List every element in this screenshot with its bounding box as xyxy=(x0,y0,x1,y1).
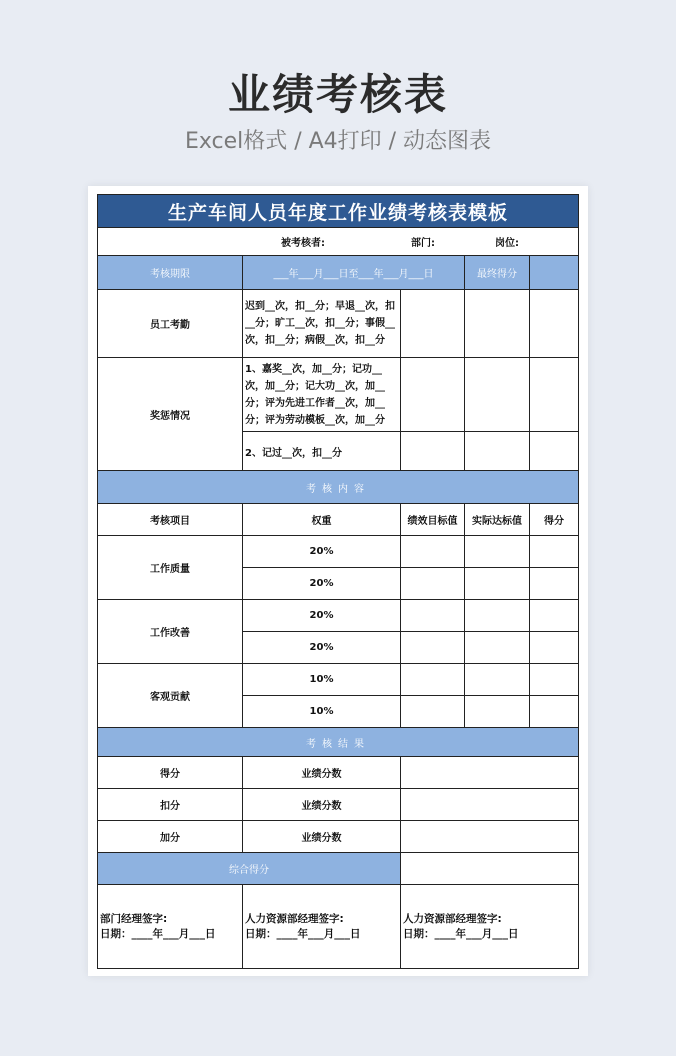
result-section-title: 考核结果 xyxy=(98,728,579,757)
result-value: 业绩分数 xyxy=(243,789,401,821)
result-label: 加分 xyxy=(98,821,243,853)
result-value: 业绩分数 xyxy=(243,757,401,789)
col-header-item: 考核项目 xyxy=(98,504,243,536)
signature-row xyxy=(98,885,579,969)
item-weight: 10% xyxy=(243,664,401,696)
attendance-label: 员工考勤 xyxy=(98,290,243,358)
table-row xyxy=(98,600,579,632)
result-row xyxy=(98,757,579,789)
result-row xyxy=(98,821,579,853)
signature-date: 日期：____年___月___日 xyxy=(403,927,519,940)
item-name: 工作质量 xyxy=(98,536,243,600)
item-weight: 20% xyxy=(243,568,401,600)
signature-date: 日期：____年___月___日 xyxy=(245,927,361,940)
attendance-row xyxy=(98,290,579,358)
item-weight: 10% xyxy=(243,696,401,728)
result-value: 业绩分数 xyxy=(243,821,401,853)
result-row xyxy=(98,789,579,821)
signature-role: 人力资源部经理签字: xyxy=(245,912,344,925)
rewards-row-1 xyxy=(98,358,579,432)
total-label: 综合得分 xyxy=(98,853,401,885)
item-name: 客观贡献 xyxy=(98,664,243,728)
position-label: 岗位: xyxy=(495,238,519,249)
assessment-form-table xyxy=(97,194,579,969)
content-section-row xyxy=(98,471,579,504)
item-weight: 20% xyxy=(243,600,401,632)
signature-role: 部门经理签字: xyxy=(100,912,168,925)
item-name: 工作改善 xyxy=(98,600,243,664)
period-label: 考核期限 xyxy=(98,256,243,290)
content-section-title: 考核内容 xyxy=(98,471,579,504)
page-subtitle: Excel格式 / A4打印 / 动态图表 xyxy=(184,129,492,154)
signature-block xyxy=(243,885,401,969)
page-title: 业绩考核表 xyxy=(227,70,448,119)
signature-date: 日期：____年___月___日 xyxy=(100,927,216,940)
total-row xyxy=(98,853,579,885)
period-range: ___年___月___日至___年___月___日 xyxy=(243,256,465,290)
signature-block xyxy=(98,885,243,969)
rewards-text-2: 2、记过__次，扣__分 xyxy=(243,432,401,471)
rewards-label: 奖惩情况 xyxy=(98,358,243,471)
final-score-label: 最终得分 xyxy=(465,256,530,290)
period-header-row xyxy=(98,256,579,290)
result-section-row xyxy=(98,728,579,757)
item-weight: 20% xyxy=(243,632,401,664)
form-title: 生产车间人员年度工作业绩考核表模板 xyxy=(98,195,579,228)
assessee-label: 被考核者: xyxy=(281,238,325,249)
content-header-row xyxy=(98,504,579,536)
col-header-target: 绩效目标值 xyxy=(401,504,465,536)
signature-block xyxy=(401,885,579,969)
signature-role: 人力资源部经理签字: xyxy=(403,912,502,925)
result-label: 得分 xyxy=(98,757,243,789)
table-row xyxy=(98,664,579,696)
item-weight: 20% xyxy=(243,536,401,568)
table-row xyxy=(98,536,579,568)
info-row xyxy=(98,228,579,256)
attendance-text: 迟到__次，扣__分；早退__次，扣__分；旷工__次，扣__分；事假__次，扣__分；病假__次，扣__分 xyxy=(243,290,401,358)
document-sheet xyxy=(88,186,588,976)
rewards-text-1: 1、嘉奖__次，加__分；记功__次，加__分；记大功__次，加__分；评为先进工作者__次，加__分；评为劳动模板__次，加__分 xyxy=(243,358,401,432)
col-header-score: 得分 xyxy=(530,504,579,536)
col-header-actual: 实际达标值 xyxy=(465,504,530,536)
result-label: 扣分 xyxy=(98,789,243,821)
department-label: 部门: xyxy=(411,238,435,249)
col-header-weight: 权重 xyxy=(243,504,401,536)
